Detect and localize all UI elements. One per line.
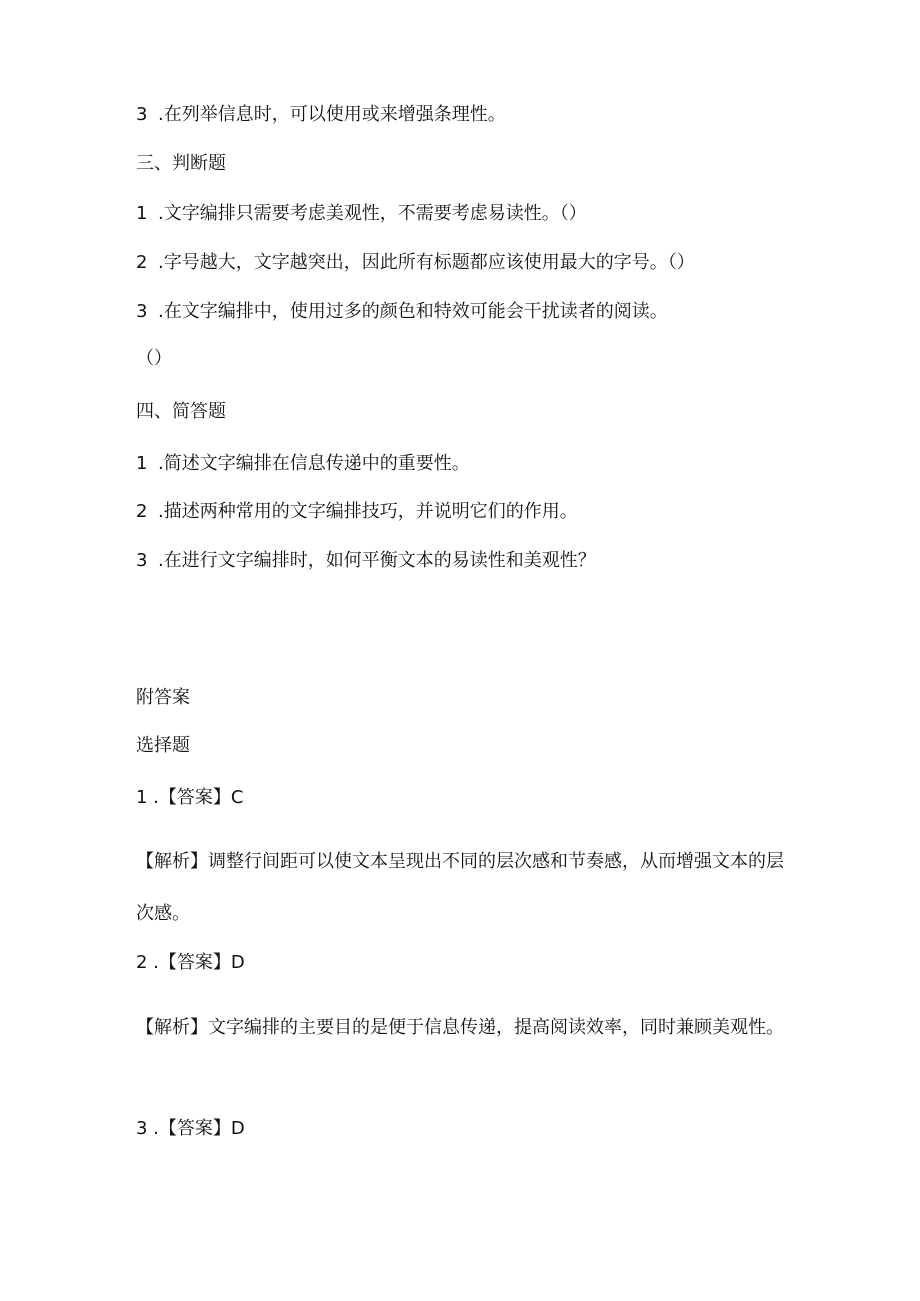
item-text: .在列举信息时，可以使用或来增强条理性。 <box>158 104 506 125</box>
analysis-2: 【解析】文字编排的主要目的是便于信息传递，提高阅读效率，同时兼顾美观性。 <box>136 1017 784 1038</box>
answers-subheading: 选择题 <box>136 735 190 756</box>
item-number: 3 <box>136 104 148 125</box>
item-text: .在进行文字编排时，如何平衡文本的易读性和美观性？ <box>158 550 596 571</box>
short-answer-item-3 <box>136 549 596 573</box>
analysis-1: 【解析】调整行间距可以使文本呈现出不同的层次感和节奏感，从而增强文本的层次感。 <box>136 851 784 924</box>
answer-2: 2 .【答案】D <box>136 952 245 973</box>
section-heading-short-answer: 四、简答题 <box>136 401 226 422</box>
item-number: 2 <box>136 252 148 273</box>
item-number: 1 <box>136 453 148 474</box>
item-number: 1 <box>136 203 148 224</box>
fill-blank-item-3 <box>136 103 506 127</box>
item-text: .简述文字编排在信息传递中的重要性。 <box>158 453 470 474</box>
item-text: .字号越大，文字越突出，因此所有标题都应该使用最大的字号。（） <box>158 252 695 273</box>
section-heading-judgment: 三、判断题 <box>136 153 226 174</box>
judgment-item-2 <box>136 251 695 275</box>
short-answer-item-1 <box>136 452 470 476</box>
item-text: .描述两种常用的文字编排技巧，并说明它们的作用。 <box>158 501 578 522</box>
item-text: .在文字编排中，使用过多的颜色和特效可能会干扰读者的阅读。 <box>158 301 668 322</box>
item-text: .文字编排只需要考虑美观性，不需要考虑易读性。（） <box>158 203 587 224</box>
judgment-item-3 <box>136 300 668 324</box>
short-answer-item-2 <box>136 500 578 524</box>
judgment-item-1 <box>136 202 587 226</box>
item-number: 3 <box>136 301 148 322</box>
item-number: 2 <box>136 501 148 522</box>
item-number: 3 <box>136 550 148 571</box>
answer-1: 1 .【答案】C <box>136 787 244 808</box>
answer-3: 3 .【答案】D <box>136 1118 245 1139</box>
answers-heading: 附答案 <box>136 687 190 708</box>
judgment-item-3-continuation: （） <box>136 348 172 369</box>
